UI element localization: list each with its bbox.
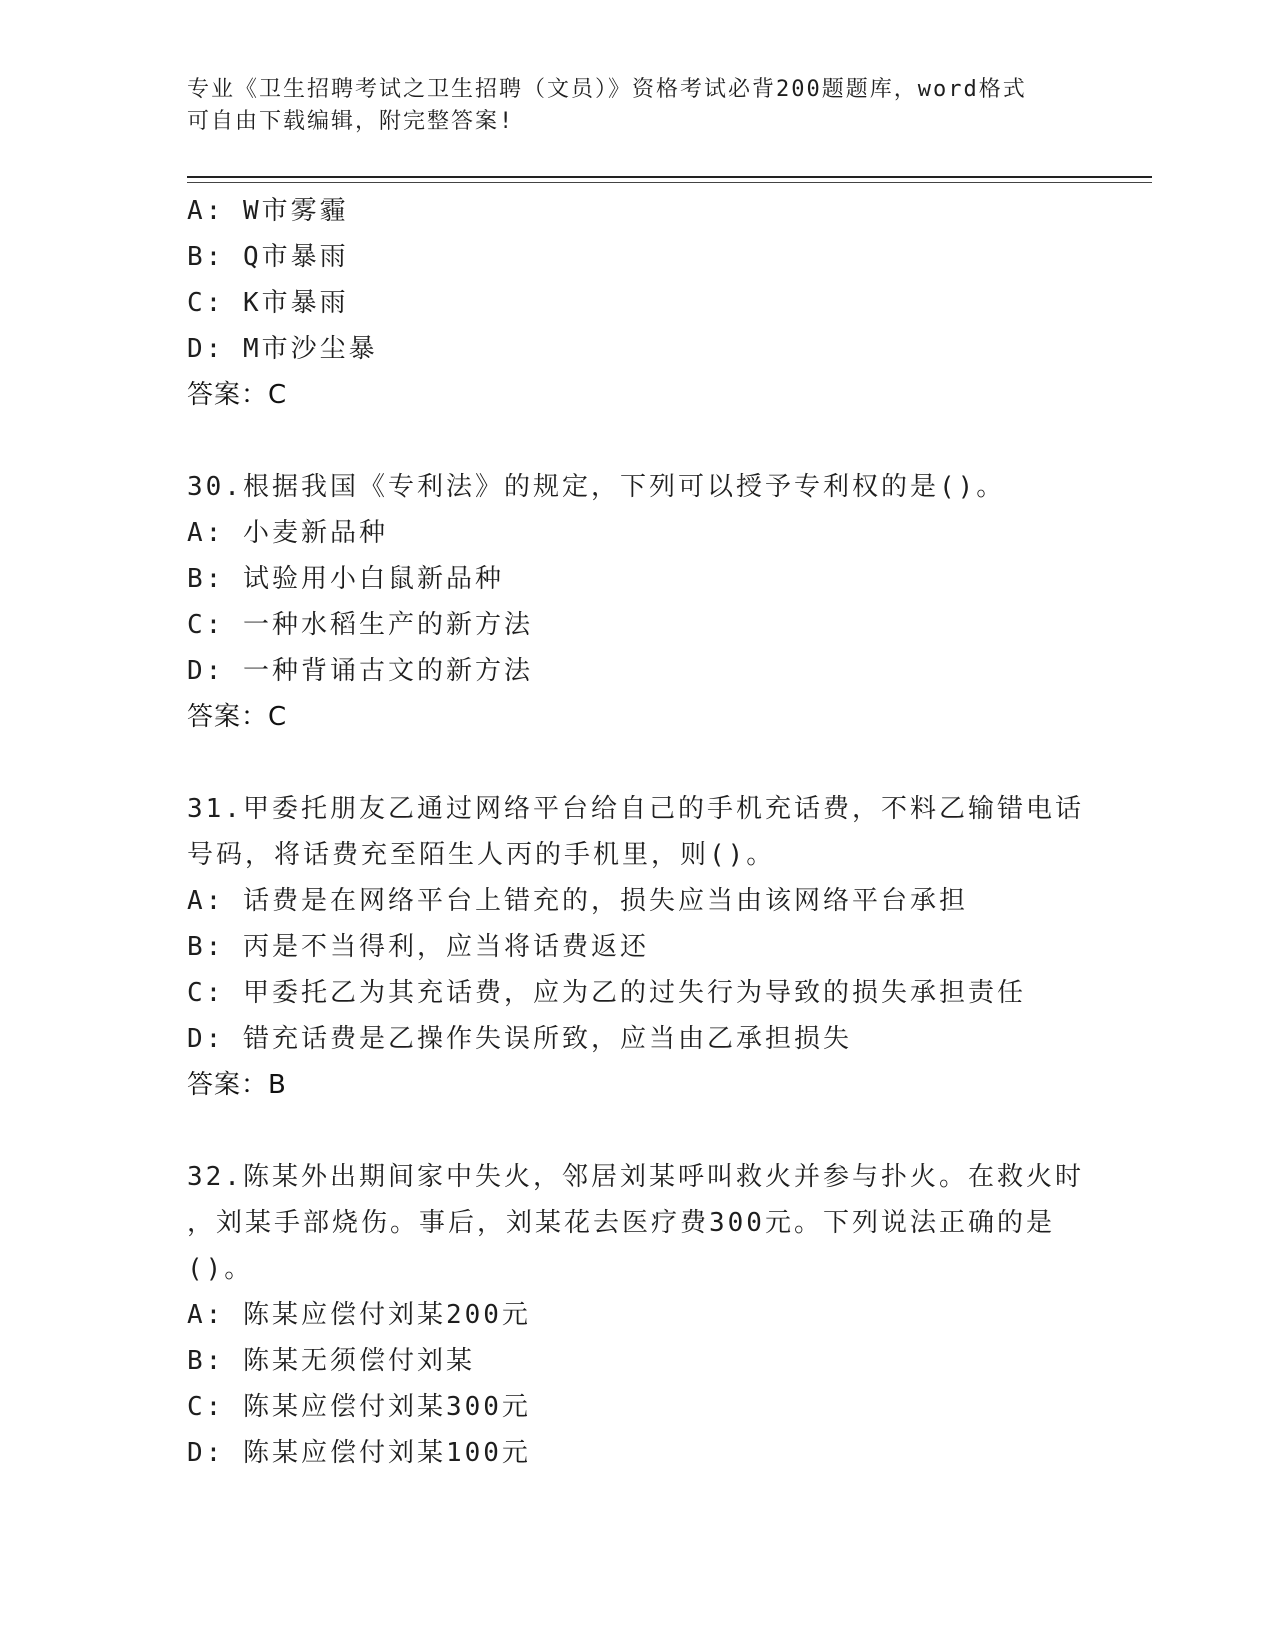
q31-question-line-2: 号码，将话费充至陌生人丙的手机里，则()。 — [187, 840, 776, 870]
q31-question-line-1: 31.甲委托朋友乙通过网络平台给自己的手机充话费，不料乙输错电话 — [187, 794, 1084, 824]
q32-option-a: A: 陈某应偿付刘某200元 — [187, 1300, 531, 1330]
question-32-block — [187, 1154, 1087, 1476]
q30-option-d: D: 一种背诵古文的新方法 — [187, 656, 533, 686]
q29-answer: 答案：C — [187, 380, 288, 410]
q30-option-a: A: 小麦新品种 — [187, 518, 388, 548]
q30-option-c: C: 一种水稻生产的新方法 — [187, 610, 533, 640]
q32-question-line-2: ，刘某手部烧伤。事后，刘某花去医疗费300元。下列说法正确的是 — [187, 1208, 1055, 1238]
q31-option-c: C: 甲委托乙为其充话费，应为乙的过失行为导致的损失承担责任 — [187, 978, 1026, 1008]
header-divider-thick — [187, 176, 1152, 178]
header-line-2: 可自由下载编辑，附完整答案! — [187, 109, 515, 134]
q29-option-c: C: K市暴雨 — [187, 288, 349, 318]
q32-option-d: D: 陈某应偿付刘某100元 — [187, 1438, 531, 1468]
q30-question-line-1: 30.根据我国《专利法》的规定，下列可以授予专利权的是()。 — [187, 472, 1006, 502]
q30-answer: 答案：C — [187, 702, 288, 732]
header-line-1: 专业《卫生招聘考试之卫生招聘（文员）》资格考试必背200题题库，word格式 — [187, 77, 1027, 102]
q29-option-b: B: Q市暴雨 — [187, 242, 349, 272]
q31-answer: 答案：B — [187, 1070, 287, 1100]
question-29-block — [187, 188, 1087, 418]
question-30-block — [187, 464, 1087, 740]
q31-option-a: A: 话费是在网络平台上错充的，损失应当由该网络平台承担 — [187, 886, 968, 916]
q31-option-b: B: 丙是不当得利，应当将话费返还 — [187, 932, 649, 962]
header-divider-thin — [187, 182, 1152, 183]
q29-option-a: A: W市雾霾 — [187, 196, 349, 226]
question-content — [187, 188, 1087, 1476]
q32-option-c: C: 陈某应偿付刘某300元 — [187, 1392, 531, 1422]
q31-option-d: D: 错充话费是乙操作失误所致，应当由乙承担损失 — [187, 1024, 852, 1054]
q32-question-line-1: 32.陈某外出期间家中失火，邻居刘某呼叫救火并参与扑火。在救火时 — [187, 1162, 1084, 1192]
q30-option-b: B: 试验用小白鼠新品种 — [187, 564, 504, 594]
question-31-block — [187, 786, 1087, 1108]
document-header — [187, 74, 1087, 138]
q32-option-b: B: 陈某无须偿付刘某 — [187, 1346, 475, 1376]
q29-option-d: D: M市沙尘暴 — [187, 334, 378, 364]
q32-question-line-3: ()。 — [187, 1254, 254, 1284]
